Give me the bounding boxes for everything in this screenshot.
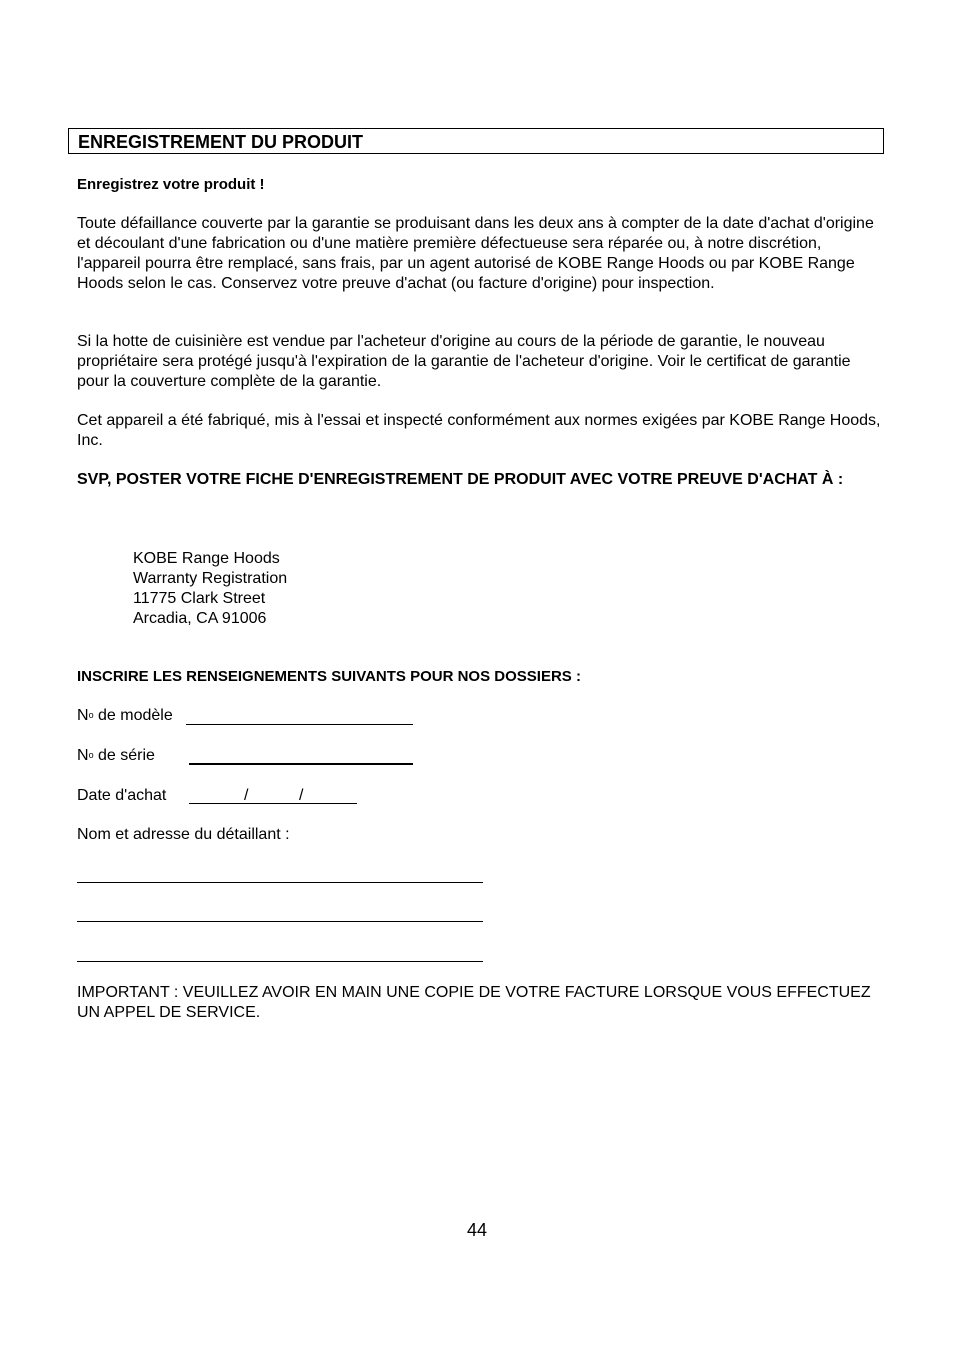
retailer-blank-line-3[interactable] bbox=[77, 961, 483, 962]
mailing-address bbox=[133, 549, 287, 629]
purchase-date-blank[interactable] bbox=[189, 803, 357, 804]
date-separator-2: / bbox=[299, 787, 304, 804]
register-subtitle: Enregistrez votre produit ! bbox=[77, 176, 265, 193]
retailer-blank-line-1[interactable] bbox=[77, 882, 483, 883]
address-line-3: 11775 Clark Street bbox=[133, 590, 266, 607]
model-number-label: $N^o$ de modèle bbox=[77, 707, 173, 724]
page-number: 44 bbox=[466, 1220, 488, 1240]
model-number-blank[interactable] bbox=[186, 724, 413, 725]
address-line-2: Warranty Registration bbox=[133, 570, 288, 587]
transfer-paragraph: Si la hotte de cuisinière est vendue par l'acheteur d'origine au cours de la période de garantie, le nouveau propriétaire sera protégé jusqu'à l'expiration de la garantie de l'acheteur d'origine. Voir le certificat de garantie pour la couverture complète de la garantie. bbox=[77, 333, 851, 390]
section-title: ENREGISTREMENT DU PRODUIT bbox=[68, 128, 884, 154]
purchase-date-label: Date d'achat bbox=[77, 787, 167, 804]
compliance-paragraph: Cet appareil a été fabriqué, mis à l'essai et inspecté conformément aux normes exigées par KOBE Range Hoods, Inc. bbox=[77, 412, 881, 449]
retailer-blank-line-2[interactable] bbox=[77, 921, 483, 922]
serial-number-blank[interactable] bbox=[189, 763, 413, 765]
address-line-1: KOBE Range Hoods bbox=[133, 550, 280, 567]
retailer-label: Nom et adresse du détaillant : bbox=[77, 826, 290, 843]
date-separator-1: / bbox=[244, 787, 249, 804]
important-notice: IMPORTANT : VEUILLEZ AVOIR EN MAIN UNE COPIE DE VOTRE FACTURE LORSQUE VOUS EFFECTUEZ UN APPEL DE SERVICE. bbox=[77, 984, 871, 1021]
mail-instruction: SVP, POSTER VOTRE FICHE D'ENREGISTREMENT DE PRODUIT AVEC VOTRE PREUVE D'ACHAT À : bbox=[77, 471, 844, 488]
warranty-paragraph: Toute défaillance couverte par la garantie se produisant dans les deux ans à compter de la date d'achat d'origine et découlant d'une fabrication ou d'une matière première défectueuse sera réparée ou, à notre discrétion, l'appareil pourra être remplacé, sans frais, par un agent autorisé de KOBE Range Hoods ou par KOBE Range Hoods selon le cas. Conservez votre preuve d'achat (ou facture d'origine) pour inspection. bbox=[77, 215, 874, 292]
form-heading: INSCRIRE LES RENSEIGNEMENTS SUIVANTS POUR NOS DOSSIERS : bbox=[77, 668, 581, 685]
address-line-4: Arcadia, CA 91006 bbox=[133, 610, 267, 627]
serial-number-label: $N^o$ de série bbox=[77, 747, 155, 764]
